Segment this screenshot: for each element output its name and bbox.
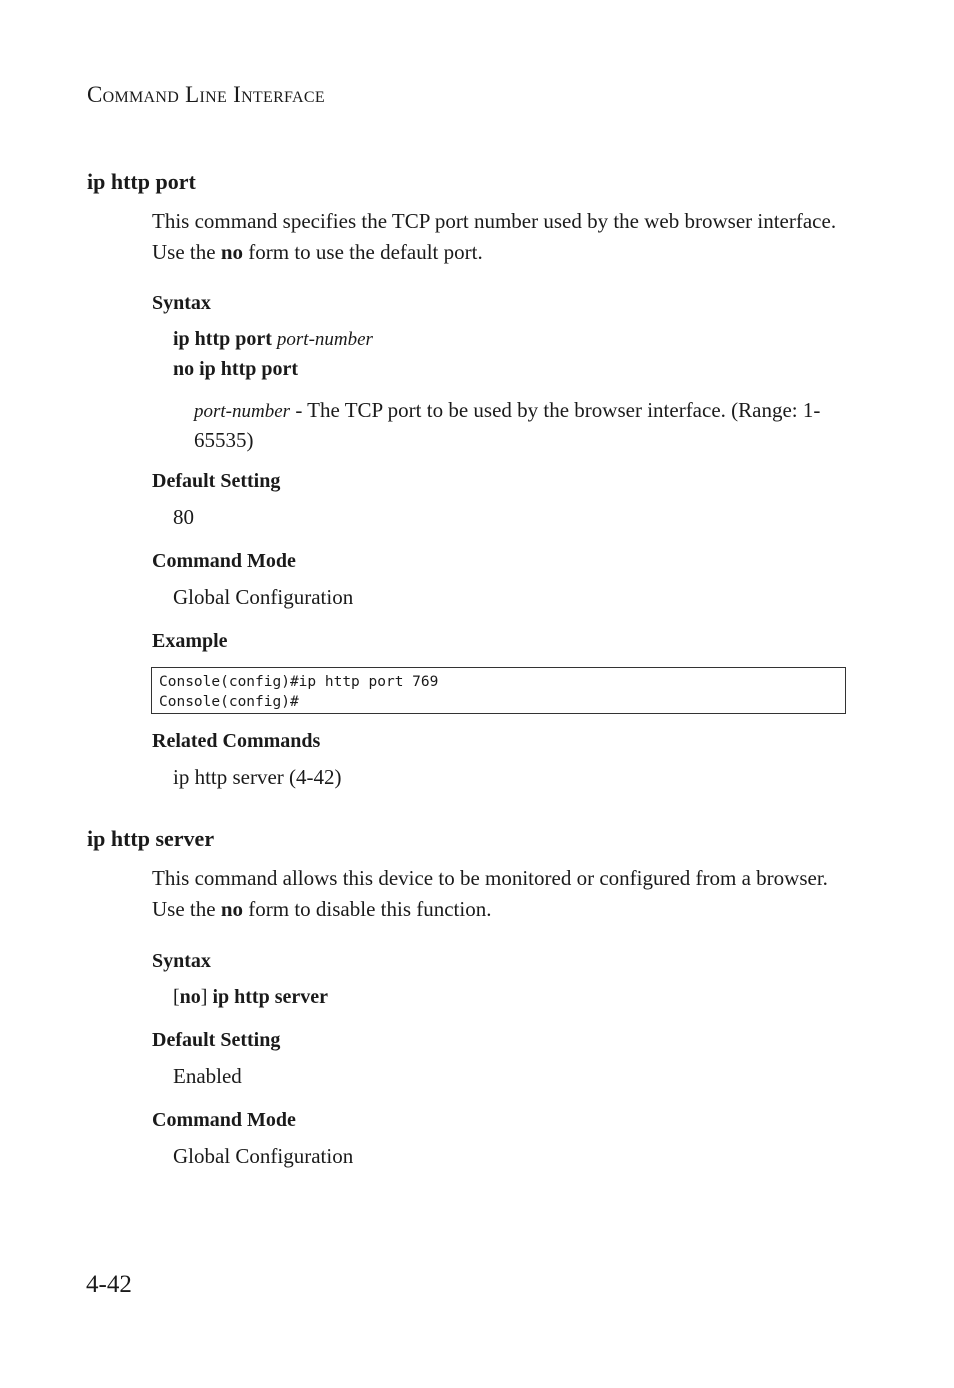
command-mode-heading: Command Mode <box>152 1109 296 1131</box>
parameter-description: port-number - The TCP port to be used by the browser interface. (Range: 1-65535) <box>194 398 821 452</box>
syntax-line-1: ip http port port-number <box>173 328 373 350</box>
keyword-no: no <box>220 240 244 264</box>
keyword-no: no <box>220 897 244 921</box>
section-title-ip-http-port: ip http port <box>87 169 196 194</box>
section1-description: This command specifies the TCP port number used by the web browser interface. Use the no form to use the default port. <box>152 209 837 264</box>
syntax-argument: port-number <box>276 329 373 350</box>
command-mode-value: Global Configuration <box>173 585 354 609</box>
syntax-heading: Syntax <box>152 950 211 972</box>
command-mode-heading: Command Mode <box>152 550 296 572</box>
page-number: 4-42 <box>86 1271 132 1298</box>
default-setting-value: 80 <box>173 505 194 529</box>
running-head: Command Line Interface <box>87 82 325 107</box>
default-setting-heading: Default Setting <box>152 470 281 492</box>
syntax-line: [no] ip http server <box>173 986 329 1008</box>
syntax-line-2: no ip http port <box>173 358 299 380</box>
code-line: Console(config)#ip http port 769 <box>159 674 439 690</box>
related-commands-value: ip http server (4-42) <box>173 765 342 789</box>
code-line: Console(config)# <box>159 694 299 710</box>
example-heading: Example <box>152 630 228 652</box>
related-commands-heading: Related Commands <box>152 730 321 752</box>
default-setting-value: Enabled <box>173 1064 242 1088</box>
default-setting-heading: Default Setting <box>152 1029 281 1051</box>
syntax-heading: Syntax <box>152 292 211 314</box>
parameter-name: port-number <box>194 401 291 422</box>
section2-description: This command allows this device to be monitored or configured from a browser. Use the no form to disable this function. <box>152 866 828 921</box>
section-title-ip-http-server: ip http server <box>87 826 215 851</box>
example-code-box <box>151 667 846 714</box>
command-mode-value: Global Configuration <box>173 1144 354 1168</box>
